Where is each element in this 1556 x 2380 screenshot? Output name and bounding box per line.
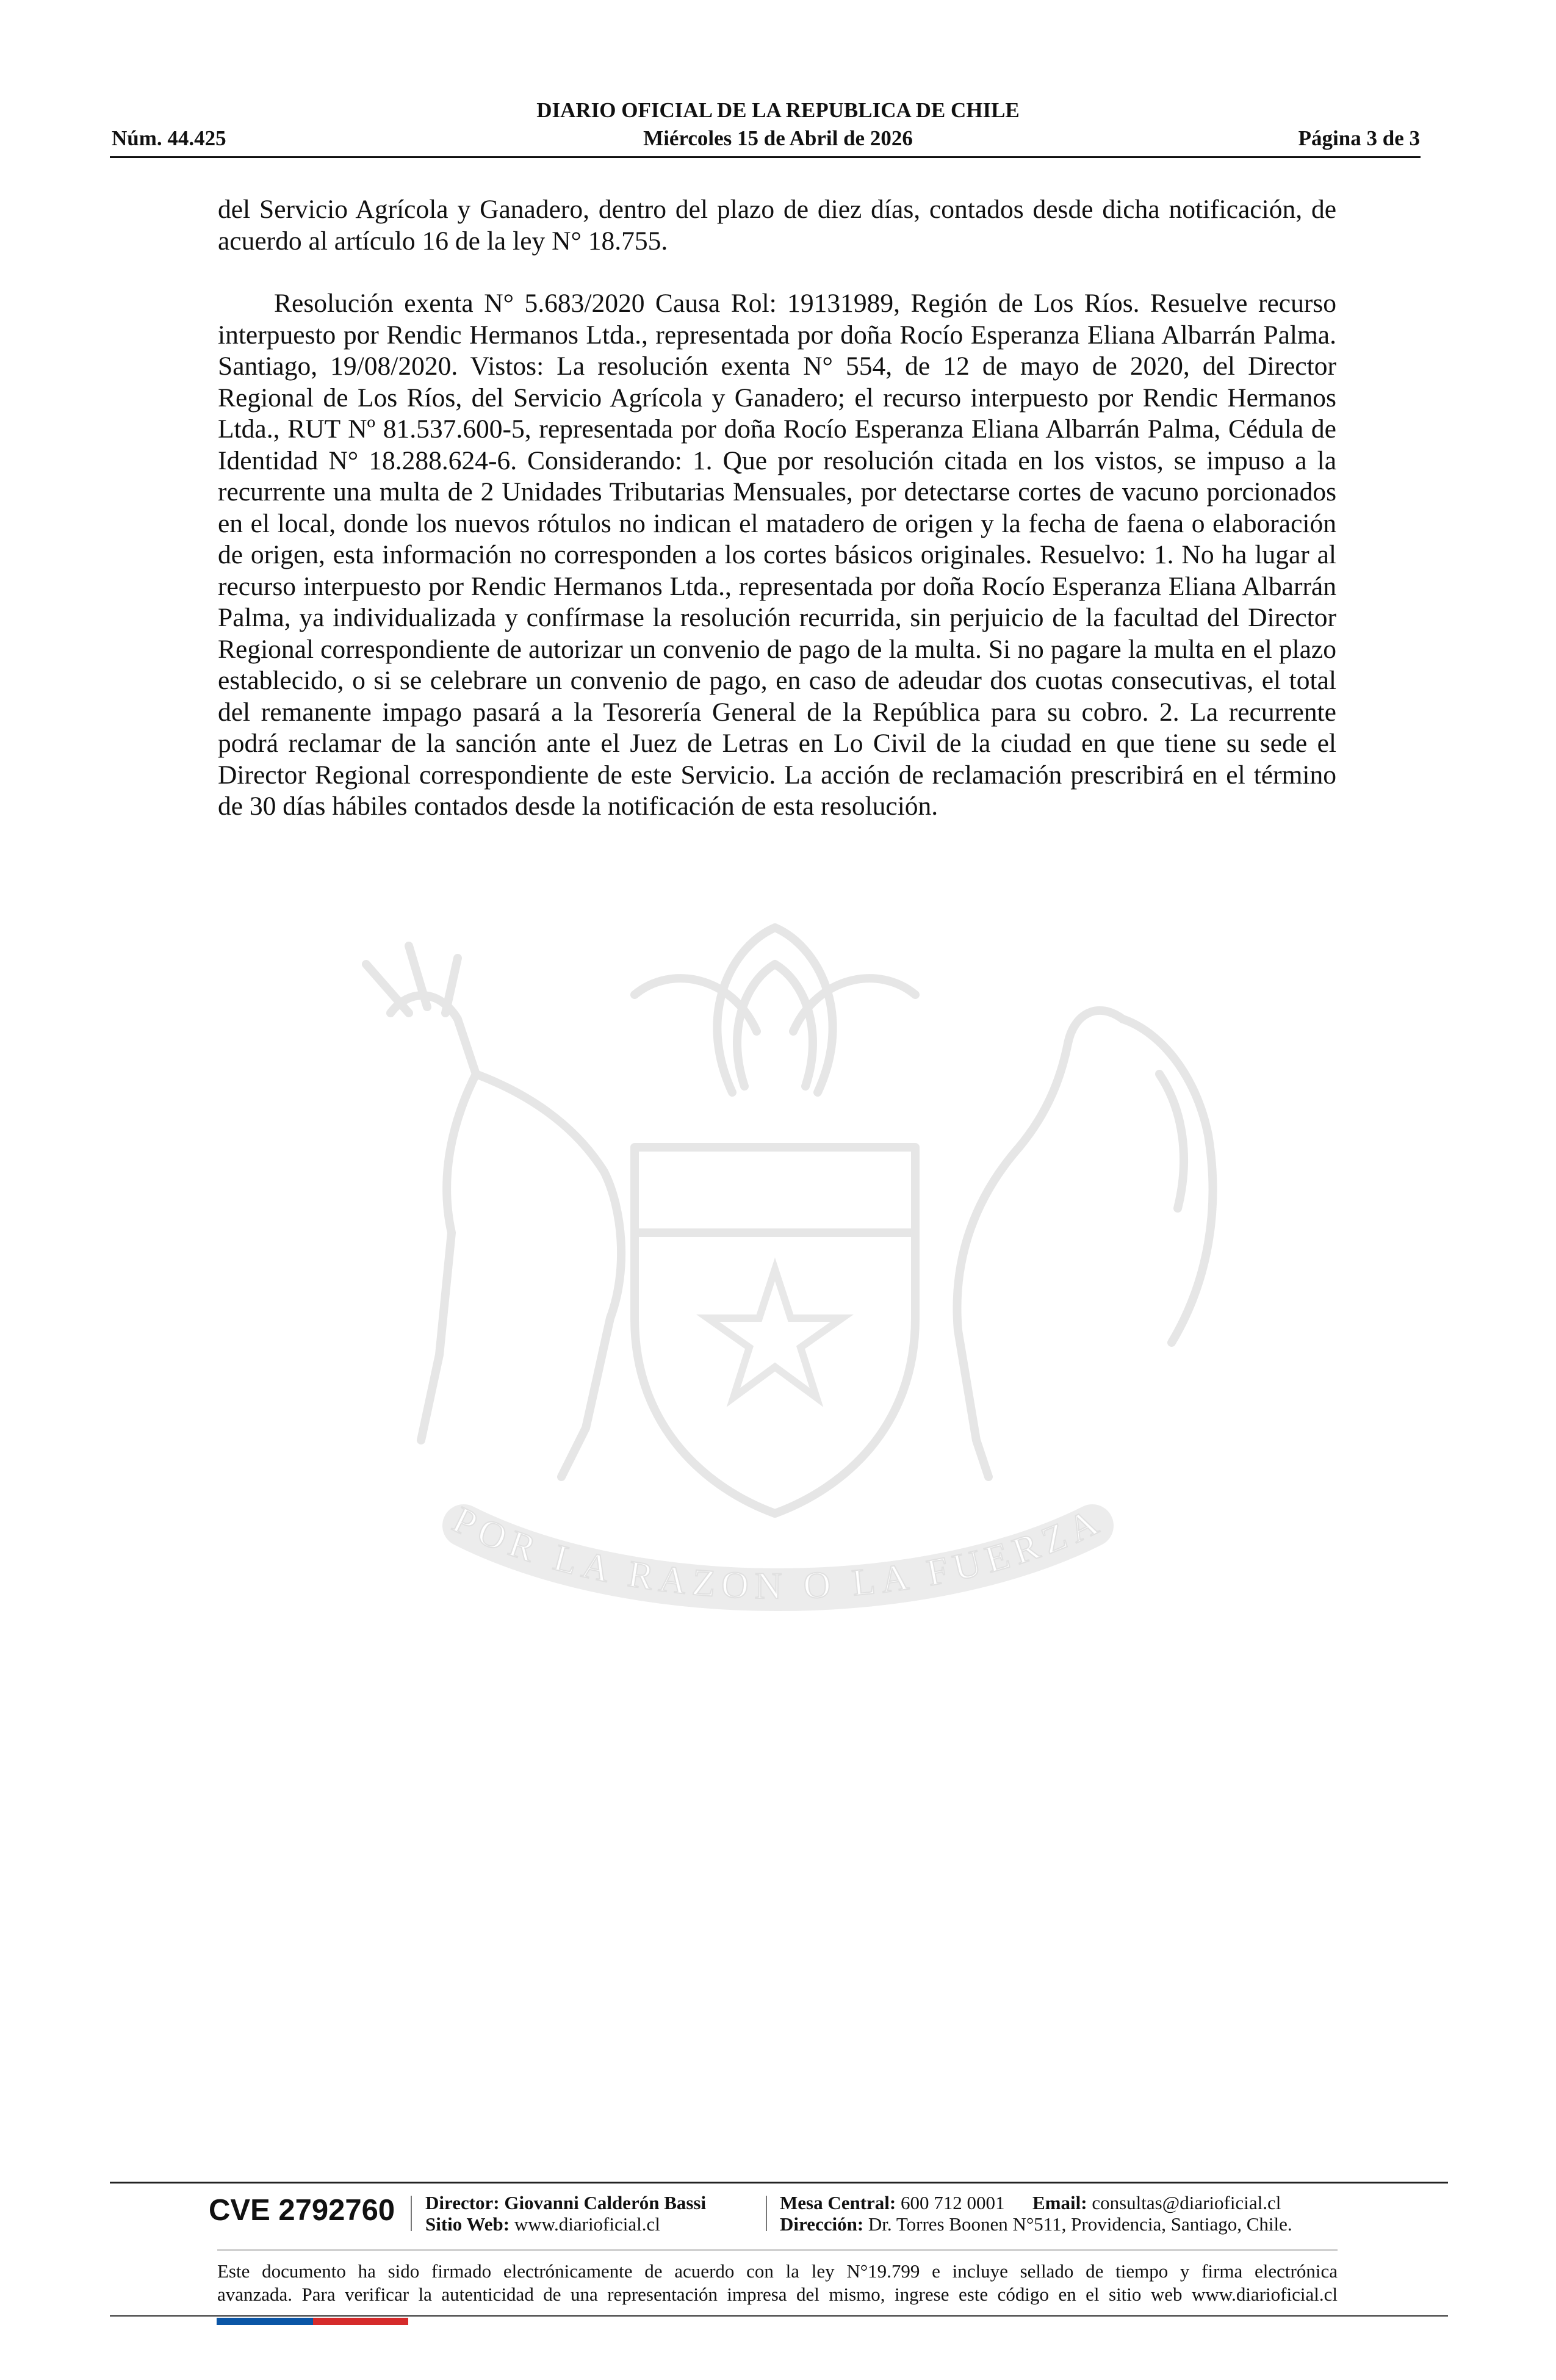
motto-text: POR LA RAZON O LA FUERZA xyxy=(446,1499,1110,1607)
header-divider xyxy=(110,156,1421,158)
body-paragraph: Resolución exenta N° 5.683/2020 Causa Rol: 19131989, Región de Los Ríos. Resuelve recurso interpuesto por Rendic Hermanos Ltda., representada por doña Rocío Esperanza Eliana Albarrán Palma. Santiago, 19/08/2020. Vistos: La resolución exenta N° 554, de 12 de mayo de 2020, del Director Regional de Los Ríos, del Servicio Agrícola y Ganadero; el recurso interpuesto por Rendic Hermanos Ltda., RUT Nº 81.537.600-5, representada por doña Rocío Esperanza Eliana Albarrán Palma, Cédula de Identidad N° 18.288.624-6. Considerando: 1. Que por resolución citada en los vistos, se impuso a la recurrente una multa de 2 Unidades Tributarias Mensuales, por detectarse cortes de vacuno porcionados en el local, donde los nuevos rótulos no indican el matadero de origen y la fecha de faena o elaboración de origen, esta información no corresponden a los cortes básicos originales. Resuelvo: 1. No ha lugar al recurso interpuesto por Rendic Hermanos Ltda., representada por doña Rocío Esperanza Eliana Albarrán Palma, ya individualizada y confírmase la resolución recurrida, sin perjuicio de la facultad del Director Regional correspondiente de autorizar un convenio de pago de la multa. Si no pagare la multa en el plazo establecido, o si se celebrare un convenio de pago, en caso de adeudar dos cuotas consecutivas, el total del remanente impago pasará a la Tesorería General de la República para su cobro. 2. La recurrente podrá reclamar de la sanción ante el Juez de Letras en Lo Civil de la ciudad en que tiene su sede el Director Regional correspondiente de este Servicio. La acción de reclamación prescribirá en el término de 30 días hábiles contados desde la notificación de esta resolución. xyxy=(218,289,1336,821)
footer-divider-mid xyxy=(217,2249,1338,2251)
footer-separator xyxy=(411,2196,412,2231)
body-paragraph: del Servicio Agrícola y Ganadero, dentro del plazo de diez días, contados desde dicha notificación, de acuerdo al artículo 16 de la ley N° 18.755. xyxy=(218,195,1336,256)
director-name: Giovanni Calderón Bassi xyxy=(504,2192,707,2213)
phone-number: 600 712 0001 xyxy=(901,2192,1005,2213)
page-indicator: Página 3 de 3 xyxy=(1298,126,1420,150)
electronic-signature-note: Este documento ha sido firmado electrónicamente de acuerdo con la ley N°19.799 e incluye sellado de tiempo y firma electrónica avanzada. Para verificar la autenticidad de una representación impresa del mismo, ingrese este código en el sitio web www.diarioficial.cl xyxy=(217,2260,1338,2305)
issue-date: Miércoles 15 de Abril de 2026 xyxy=(643,126,913,150)
footer-divider-top xyxy=(110,2182,1448,2183)
flag-stripe-blue xyxy=(217,2318,313,2325)
issue-number: Núm. 44.425 xyxy=(112,126,226,150)
flag-stripe-red xyxy=(313,2318,408,2325)
footer-divider-bottom xyxy=(110,2315,1448,2317)
cve-code: CVE 2792760 xyxy=(209,2194,395,2227)
address-text: Dr. Torres Boonen N°511, Providencia, Santiago, Chile. xyxy=(868,2213,1292,2235)
website-line: Sitio Web: www.diarioficial.cl xyxy=(425,2213,660,2235)
contact-line: Mesa Central: 600 712 0001 Email: consultas@diarioficial.cl xyxy=(780,2192,1281,2213)
publication-title: DIARIO OFICIAL DE LA REPUBLICA DE CHILE xyxy=(536,98,1020,122)
footer-separator xyxy=(766,2196,767,2231)
shield-star xyxy=(708,1269,842,1397)
coat-of-arms-watermark xyxy=(207,891,1349,1666)
footer-director-block xyxy=(425,2192,706,2235)
director-line: Director: Giovanni Calderón Bassi xyxy=(425,2192,707,2213)
website-link[interactable]: www.diarioficial.cl xyxy=(514,2213,660,2235)
document-body xyxy=(218,194,1336,823)
address-line: Dirección: Dr. Torres Boonen N°511, Providencia, Santiago, Chile. xyxy=(780,2213,1292,2235)
email-link[interactable]: consultas@diarioficial.cl xyxy=(1092,2192,1281,2213)
footer-contact-block xyxy=(780,2192,1292,2235)
